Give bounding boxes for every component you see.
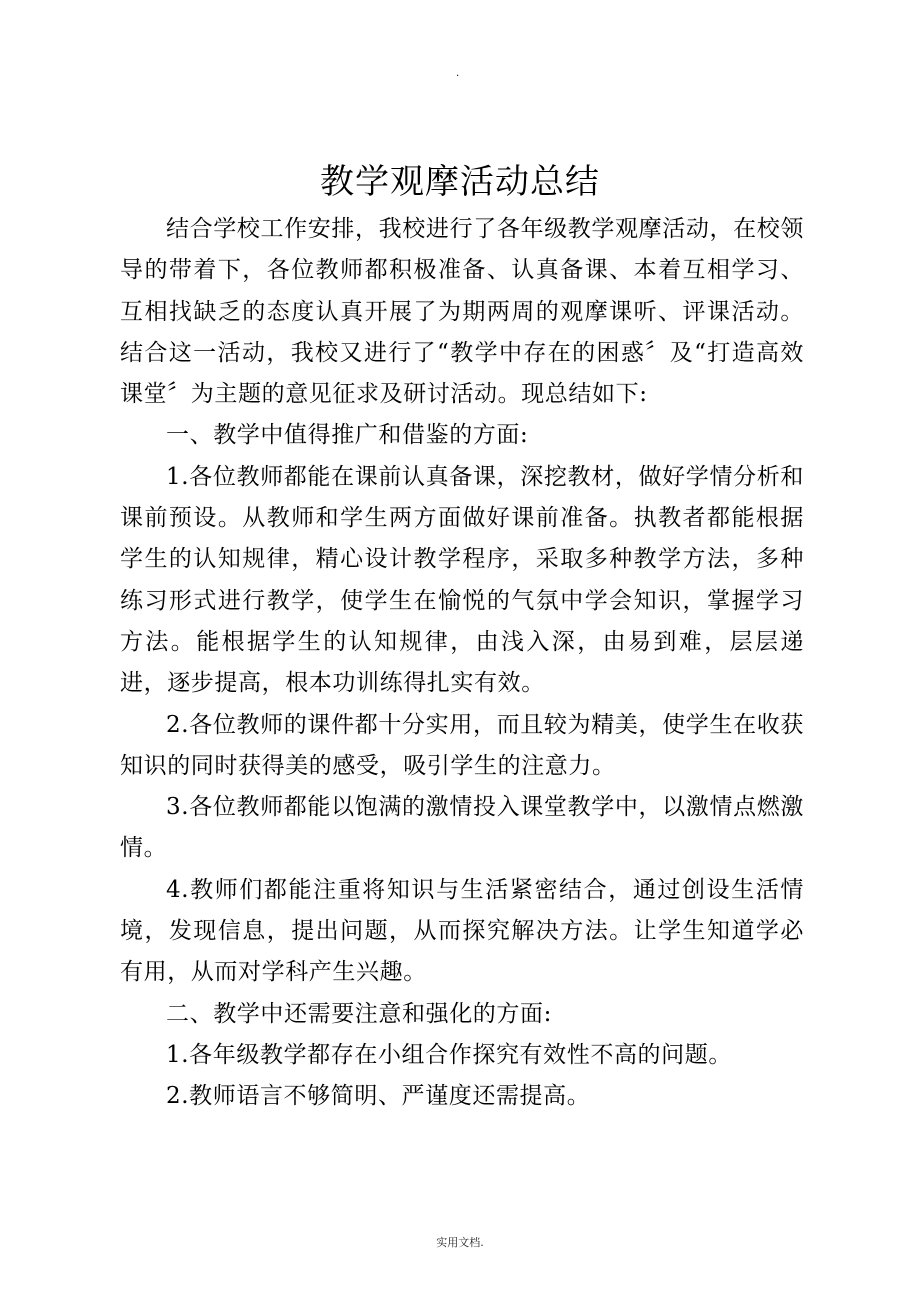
paragraph-item-1-2: 2.各位教师的课件都十分实用，而且较为精美，使学生在收获知识的同时获得美的感受，吸引学生的注意力。 bbox=[120, 711, 804, 779]
page-footer: 实用文档. bbox=[436, 1236, 484, 1249]
header-mark: . bbox=[456, 68, 460, 79]
paragraph-item-2-1: 1.各年级教学都存在小组合作探究有效性不高的问题。 bbox=[166, 1041, 732, 1068]
paragraph-intro: 结合学校工作安排，我校进行了各年级教学观摩活动，在校领导的带着下，各位教师都积极准备、认真备课、本着互相学习、互相找缺乏的态度认真开展了为期两周的观摩课听、评课活动。结合这一活动，我校又进行了“教学中存在的困惑〞及“打造高效课堂〞为主题的意见征求及研讨活动。现总结如下: bbox=[120, 216, 804, 408]
heading-section-2: 二、教学中还需要注意和强化的方面: bbox=[166, 1000, 552, 1027]
document-body bbox=[120, 209, 804, 1118]
paragraph-item-1-3: 3.各位教师都能以饱满的激情投入课堂教学中，以激情点燃激情。 bbox=[120, 794, 804, 862]
document-title: 教学观摩活动总结 bbox=[320, 162, 600, 202]
paragraph-item-1-1: 1.各位教师都能在课前认真备课，深挖教材，做好学情分析和课前预设。从教师和学生两方面做好课前准备。执教者都能根据学生的认知规律，精心设计教学程序，采取多种教学方法，多种练习形式进行教学，使学生在愉悦的气氛中学会知识，掌握学习方法。能根据学生的认知规律，由浅入深，由易到难，层层递进，逐步提高，根本功训练得扎实有效。 bbox=[120, 463, 804, 697]
paragraph-item-1-4: 4.教师们都能注重将知识与生活紧密结合，通过创设生活情境，发现信息，提出问题，从而探究解决方法。让学生知道学必有用，从而对学科产生兴趣。 bbox=[120, 876, 804, 986]
heading-section-1: 一、教学中值得推广和借鉴的方面: bbox=[166, 422, 529, 449]
paragraph-item-2-2: 2.教师语言不够简明、严谨度还需提高。 bbox=[166, 1083, 591, 1110]
